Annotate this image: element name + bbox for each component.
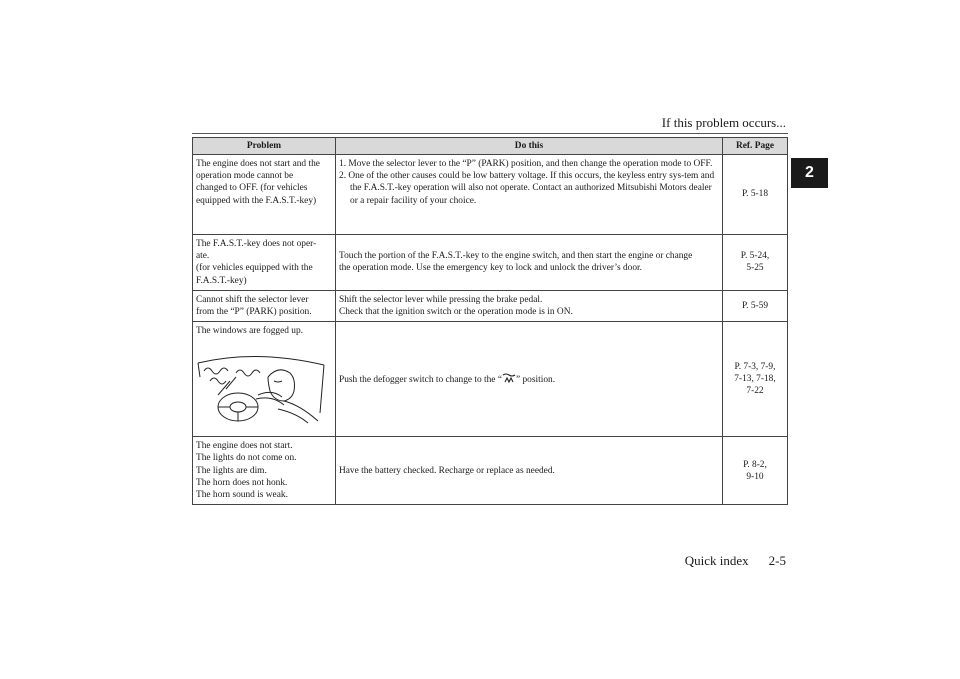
problem-cell	[193, 437, 336, 505]
column-header-problem: Problem	[193, 138, 336, 155]
table-row	[193, 322, 788, 437]
problem-text: (for vehicles equipped with the	[196, 263, 313, 274]
table-row	[193, 235, 788, 291]
problem-text: ate.	[196, 251, 210, 262]
quick-index-table	[192, 137, 788, 505]
ref-page-text: P. 5-24,	[740, 251, 770, 262]
problem-text: The F.A.S.T.-key does not oper-	[196, 239, 317, 249]
problem-text: The horn sound is weak.	[196, 490, 288, 501]
problem-text: The lights do not come on.	[196, 453, 297, 464]
ref-cell	[723, 155, 788, 235]
footer-section: Quick index	[684, 553, 749, 568]
ref-cell	[723, 437, 788, 505]
ref-cell	[723, 322, 788, 437]
action-text: the operation mode. Use the emergency key to lock and unlock the driver’s door.	[339, 263, 642, 274]
problem-cell	[193, 290, 336, 321]
problem-text: The lights are dim.	[196, 465, 267, 476]
ref-page-text: P. 5-18	[741, 189, 769, 200]
problem-text: F.A.S.T.-key)	[196, 275, 247, 286]
problem-text: Cannot shift the selector lever	[196, 294, 309, 305]
ref-page-text: P. 7-3, 7-9,	[734, 361, 776, 372]
problem-cell	[193, 235, 336, 291]
action-text: Check that the ignition switch or the operation mode is in ON.	[339, 307, 573, 318]
table-header-row	[193, 138, 788, 155]
column-header-ref-page: Ref. Page	[723, 138, 788, 155]
action-step: 1. Move the selector lever to the “P” (PARK) position, and then change the operation mode to OFF.	[339, 159, 713, 169]
problem-cell	[193, 155, 336, 235]
page-footer	[685, 553, 786, 569]
action-cell	[336, 437, 723, 505]
action-text: ” position.	[515, 374, 556, 385]
problem-text: The horn does not honk.	[196, 477, 288, 488]
problem-text: equipped with the F.A.S.T.-key)	[196, 195, 317, 206]
action-text: Have the battery checked. Recharge or replace as needed.	[339, 465, 555, 476]
ref-page-text: P. 8-2,	[743, 459, 767, 470]
ref-page-text: P. 5-59	[741, 300, 769, 311]
ref-page-text: 7-13, 7-18,	[734, 374, 776, 385]
action-cell	[336, 235, 723, 291]
problem-cell	[193, 322, 336, 437]
action-text: Push the defogger switch to change to the “	[339, 374, 502, 385]
action-cell	[336, 290, 723, 321]
defogger-icon	[502, 373, 516, 383]
ref-page-text: 9-10	[746, 471, 764, 482]
action-text: Shift the selector lever while pressing the brake pedal.	[339, 294, 543, 305]
action-cell	[336, 155, 723, 235]
column-header-do-this: Do this	[336, 138, 723, 155]
ref-page-text: 7-22	[746, 386, 764, 397]
header-rule	[192, 133, 788, 134]
table-row	[193, 437, 788, 505]
problem-text: changed to OFF. (for vehicles	[196, 183, 308, 194]
problem-text: The engine does not start.	[196, 441, 293, 452]
action-step: 2. One of the other causes could be low battery voltage. If this occurs, the keyless entry sys-tem and the F.A.S.T.-key operation will also not operate. Contact an authorized Mitsubishi Motors dealer or a repair facility of your choice.	[339, 171, 715, 206]
ref-cell	[723, 235, 788, 291]
problem-text: The windows are fogged up.	[196, 326, 304, 337]
page-header-title: If this problem occurs...	[661, 115, 786, 130]
ref-cell	[723, 290, 788, 321]
table-row	[193, 290, 788, 321]
table-row	[193, 155, 788, 235]
action-list	[339, 158, 719, 207]
chapter-tab: 2	[791, 158, 828, 188]
fogged-window-driver-illustration	[196, 343, 326, 425]
footer-page-number: 2-5	[768, 553, 786, 568]
action-cell	[336, 322, 723, 437]
problem-text: operation mode cannot be	[196, 171, 294, 182]
problem-text: The engine does not start and the	[196, 159, 320, 169]
problem-text: from the “P” (PARK) position.	[196, 307, 312, 318]
ref-page-text: 5-25	[746, 263, 764, 274]
action-text: Touch the portion of the F.A.S.T.-key to the engine switch, and then start the engine or change	[339, 251, 693, 262]
